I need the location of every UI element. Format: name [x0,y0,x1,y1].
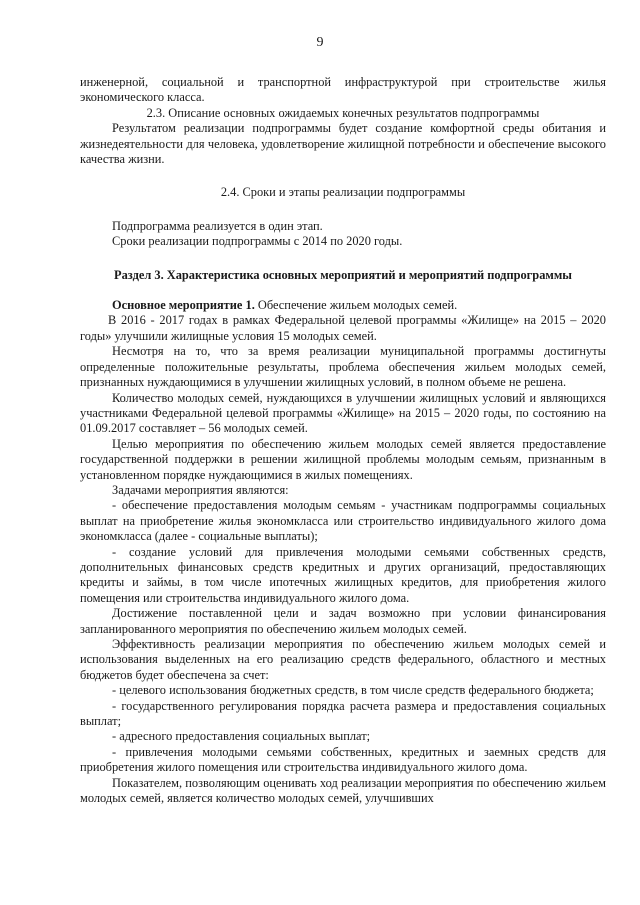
paragraph-stages: Подпрограмма реализуется в один этап. [112,218,323,233]
list-item-efficiency-3: - адресного предоставления социальных выплат; [112,729,371,744]
paragraph-continuation: инженерной, социальной и транспортной инфраструктурой при строительстве жилья экономического класса. [80,75,606,105]
paragraph-count: Количество молодых семей, нуждающихся в улучшении жилищных условий и являющихся участниками Федеральной целевой программы «Жилище» на 2015 – 2020 годы, по состоянию на 01.09.2017 составляет – 56 молодых семей. [80,390,606,436]
list-item-task-1: - обеспечение предоставления молодым семьям - участникам подпрограммы социальных выплат на приобретение жилья экономкласса или строительство индивидуального жилого дома экономкласса (далее - социальные выплаты); [80,498,606,544]
main-activity-title: Обеспечение жильем молодых семей. [254,298,458,313]
list-item-task-2: - создание условий для привлечения молодыми семьями собственных средств, дополнительных финансовых средств кредитных и других организаций, предоставляющих кредиты и займы, в том числе ипотечных жилищных кредитов, для приобретения жилого помещения или строительства индивидуального жилого дома. [80,544,606,605]
list-item-efficiency-4: - привлечения молодыми семьями собственных, кредитных и заемных средств для приобретения жилого помещения или строительства индивидуального жилого дома. [80,744,606,775]
paragraph-goal: Целью мероприятия по обеспечению жильем молодых семей является предоставление государственной поддержки в решении жилищной проблемы молодым семьям, признанным в установленном порядке нуждающимися в жилых помещениях. [80,436,606,482]
subsection-heading-2-4: 2.4. Сроки и этапы реализации подпрограммы [220,185,466,200]
paragraph-indicator: Показателем, позволяющим оценивать ход реализации мероприятия по обеспечению жильем молодых семей, является количество молодых семей, улучшивших [80,775,606,806]
paragraph-problem: Несмотря на то, что за время реализации муниципальной программы достигнуты определенные положительные результаты, проблема обеспечения жильем молодых семей, признанных нуждающимися в улучшении жилищных условий, в полном объеме не решена. [80,344,606,390]
paragraph-terms: Сроки реализации подпрограммы с 2014 по 2020 годы. [112,234,403,249]
subsection-heading-2-3: 2.3. Описание основных ожидаемых конечных результатов подпрограммы [146,105,540,120]
document-body [80,75,606,806]
paragraph-efficiency: Эффективность реализации мероприятия по обеспечению жильем молодых семей и использования выделенных на его реализацию средств федерального, областного и местных бюджетов будет обеспечена за счет: [80,637,606,682]
paragraph-achievement: Достижение поставленной цели и задач возможно при условии финансирования запланированного мероприятия по обеспечению жильем молодых семей. [80,606,606,636]
list-item-efficiency-2: - государственного регулирования порядка расчета размера и предоставления социальных выплат; [80,698,606,729]
paragraph-main-activity [80,298,606,313]
list-item-efficiency-1: - целевого использования бюджетных средств, в том числе средств федерального бюджета; [112,683,594,698]
main-activity-label: Основное мероприятие 1. [112,298,255,313]
paragraph-2016-2017: В 2016 - 2017 годах в рамках Федеральной целевой программы «Жилище» на 2015 – 2020 годы» улучшили жилищные условия 15 молодых семей. [80,313,606,343]
paragraph-tasks-intro: Задачами мероприятия являются: [112,482,289,497]
paragraph-results: Результатом реализации подпрограммы будет создание комфортной среды обитания и жизнедеятельности для человека, удовлетворение жилищной потребности и обеспечение высокого качества жизни. [80,121,606,167]
page-number: 9 [316,35,324,50]
section-heading-3: Раздел 3. Характеристика основных мероприятий и мероприятий подпрограммы [114,267,572,282]
